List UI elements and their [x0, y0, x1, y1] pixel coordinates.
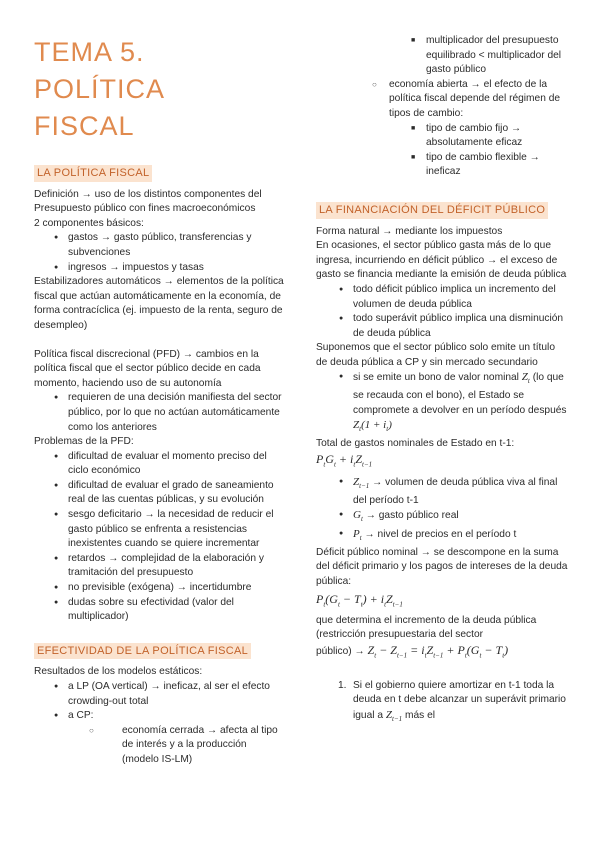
list-item: ○ economía cerrada → afecta al tipo de interés y a la producción (modelo IS-LM) — [34, 724, 284, 768]
bond-list — [316, 370, 568, 437]
deficit-paragraph: Déficit público nominal → se descompone en la suma del déficit primario y los pagos de intereses de la deuda pública: — [316, 546, 568, 587]
list-item: ● ingresos → impuestos y tasas — [34, 261, 284, 276]
left-column — [34, 0, 284, 768]
list-item: ● no previsible (exógena) → incertidumbre — [34, 581, 284, 596]
open-economy-list — [316, 78, 568, 122]
section-heading-efectividad: EFECTIVIDAD DE LA POLÍTICA FISCAL — [34, 643, 251, 660]
components-intro: 2 componentes básicos: — [34, 217, 144, 229]
stabilizers-paragraph: Estabilizadores automáticos → elementos de la política fiscal que actúan automáticamente en la economía, de forma contracíclica (ej. impuesto de la renta, seguro de desempleo) — [34, 276, 284, 331]
formula-deficit: $P_t(G_t - T_t) + i_tZ_{t-1}$ — [316, 591, 403, 608]
formula-p: $P_t$ — [353, 527, 362, 543]
results-list — [34, 680, 284, 724]
debt-list — [316, 283, 568, 341]
right-column — [316, 0, 568, 727]
problems-intro: Problemas de la PFD: — [34, 436, 134, 448]
list-item: ■ multiplicador del presupuesto equilibrado < multiplicador del gasto público — [316, 34, 568, 78]
item-number: 1. — [338, 679, 347, 691]
problems-list — [34, 450, 284, 625]
exchange-rate-list — [316, 122, 568, 180]
list-item: ● dificultad de evaluar el grado de saneamiento real de las cuentas públicas, y su evolución — [34, 479, 284, 508]
list-item: ● retardos → complejidad de la elaboración y tramitación del presupuesto — [34, 552, 284, 581]
list-item: ● requieren de una decisión manifiesta del sector público, por lo que no actúan automáticamente como los anteriores — [34, 391, 284, 435]
total-expenses: Total de gastos nominales de Estado en t-1: — [316, 438, 515, 450]
list-item — [316, 508, 568, 527]
formula-z-prev: $Z_{t-1}$ — [353, 475, 370, 490]
occasions-paragraph: En ocasiones, el sector público gasta más de lo que ingresa, incurriendo en déficit público → el exceso de gasto se financia mediante la emisión de deuda pública — [316, 240, 567, 281]
list-item: ■ tipo de cambio fijo → absolutamente eficaz — [316, 122, 568, 151]
formula-g: $G_t$ — [353, 509, 363, 524]
bond-text-1: si se emite un bono de valor nominal — [353, 372, 519, 384]
results-intro: Resultados de los modelos estáticos: — [34, 666, 203, 678]
multiplier-list — [316, 34, 568, 78]
formula-total-expenses: $P_tG_t + i_tZ_{t-1}$ — [316, 451, 373, 469]
assumption-paragraph: Suponemos que el sector público solo emite un título de deuda pública a CP y sin mercado secundario — [316, 342, 555, 368]
var-g-text: → gasto público real — [365, 510, 459, 522]
variables-list — [316, 475, 568, 546]
formula-z: $Z_t$ — [521, 371, 530, 386]
budget-constraint-line — [316, 643, 568, 663]
natural-form: Forma natural → mediante los impuestos — [316, 225, 503, 237]
public-arrow-text: público) → — [316, 645, 365, 657]
list-item — [316, 527, 568, 546]
list-item: ● todo superávit público implica una disminución de deuda pública — [316, 312, 568, 341]
list-item: ● dificultad de evaluar el momento preciso del ciclo económico — [34, 450, 284, 479]
list-item — [316, 679, 568, 727]
formula-z-prev-2: $Z_{t-1}$ — [385, 708, 403, 724]
list-item: ● a LP (OA vertical) → ineficaz, al ser el efecto crowding-out total — [34, 680, 284, 709]
title-line-2: FISCAL — [34, 111, 135, 141]
pfd-paragraph: Política fiscal discrecional (PFD) → cambios en la política fiscal que el sector público decide en cada momento, haciendo uso de su autonomía — [34, 348, 261, 389]
numbered-list — [316, 679, 568, 727]
pfd-list — [34, 391, 284, 435]
formula-budget-constraint: $Z_t - Z_{t-1} = i_tZ_{t-1} + P_t(G_t - T_t)$ — [367, 642, 509, 660]
list-item: ● a CP: — [34, 709, 284, 724]
definition-paragraph: Definición → uso de los distintos componentes del Presupuesto público con fines macroeconómicos — [34, 188, 262, 215]
var-p-text: → nivel de precios en el período t — [364, 528, 517, 540]
determines-paragraph: que determina el incremento de la deuda pública (restricción presupuestaria del sector — [316, 614, 537, 641]
list-item — [316, 475, 568, 508]
bond-text-2: (lo que se recauda con el bono), el Estado se compromete a devolver en un período después — [353, 372, 567, 416]
components-list — [34, 231, 284, 275]
numbered-item-end: más el — [405, 709, 436, 721]
list-item: ○ economía abierta → el efecto de la política fiscal depende del régimen de tipos de cambio: — [316, 78, 568, 122]
list-item — [316, 370, 568, 437]
list-item: ● todo déficit público implica un incremento del volumen de deuda pública — [316, 283, 568, 312]
section-heading-politica-fiscal: LA POLÍTICA FISCAL — [34, 165, 152, 182]
list-item: ● dudas sobre su efectividad (valor del multiplicador) — [34, 596, 284, 625]
list-item: ● sesgo deficitario → la necesidad de reducir el gasto público se enfrenta a resistencias inexistentes cuando se quiere incrementar — [34, 508, 284, 552]
var-z-text: → volumen de deuda pública viva al final del período t-1 — [353, 476, 558, 506]
title-line-1: TEMA 5. POLÍTICA — [34, 37, 166, 104]
list-item: ● gastos → gasto público, transferencias y subvenciones — [34, 231, 284, 260]
list-item: ■ tipo de cambio flexible → ineficaz — [316, 151, 568, 180]
page-title — [34, 34, 284, 145]
cp-sublist — [34, 724, 284, 768]
section-heading-financiacion: LA FINANCIACIÓN DEL DÉFICIT PÚBLICO — [316, 202, 548, 219]
numbered-item-text: Si el gobierno quiere amortizar en t-1 toda la deuda en t debe alcanzar un superávit primario igual a — [353, 679, 566, 721]
formula-z-interest: $Z_t(1 + i_t)$ — [353, 419, 392, 434]
